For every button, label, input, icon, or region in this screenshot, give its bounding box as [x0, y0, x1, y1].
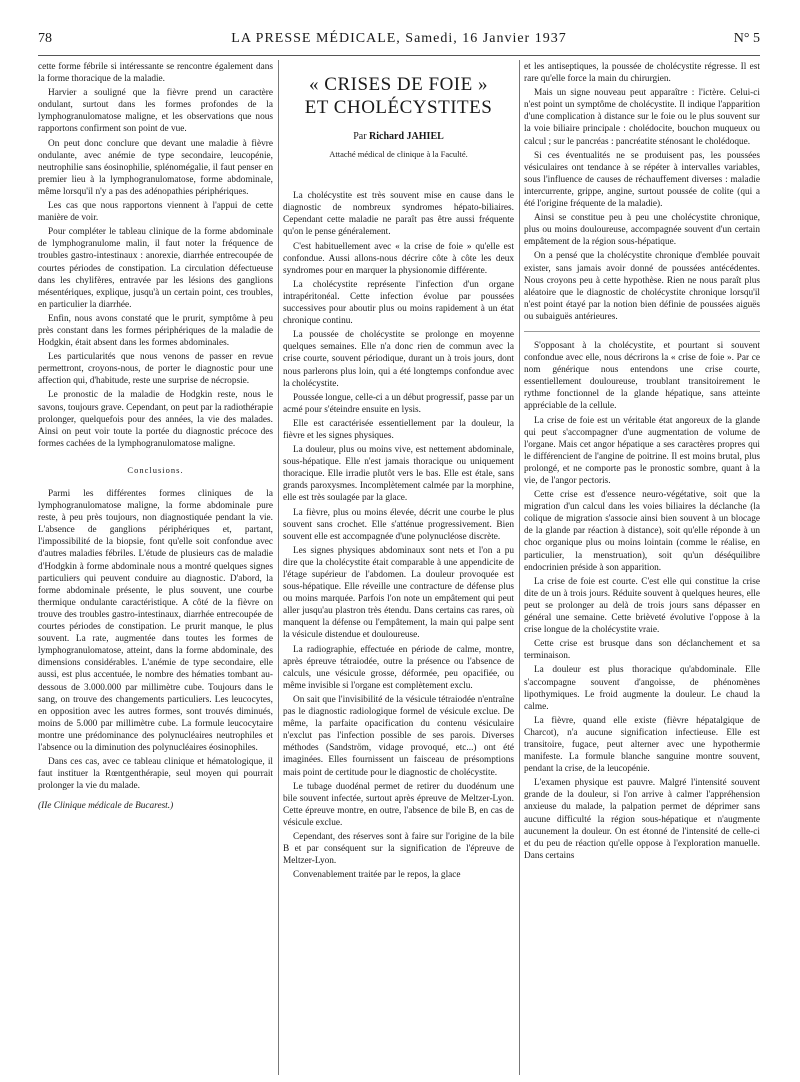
paragraph: Le pronostic de la maladie de Hodgkin reste, nous le savons, toujours grave. Cependant, on peut par la radiothérapie prolonger, quelquefois pour des années, la vie des malades. Ainsi on peut voir toute la portée du diagnostic précoce des formes cachées de la lymphogranulomatose maligne. [38, 390, 273, 449]
paragraph: S'opposant à la cholécystite, et pourtant si souvent confondue avec elle, nous décrirons la « crise de foie ». Par ce nom générique nous entendons une crise courte, essentiellement douloureuse, troublant transitoirement le rythme fonctionnel de la glande hépatique, sans atteinte appréciable de la cellule. [524, 340, 760, 412]
article-title [283, 73, 514, 119]
paragraph: Les particularités que nous venons de passer en revue permettront, croyons-nous, de porter le diagnostic pour une affection qui, d'habitude, reste une surprise de nécropsie. [38, 352, 273, 387]
paragraph: Cette crise est d'essence neuro-végétative, soit que la migration d'un calcul dans les voies biliaires la déclanche (la colique de migration s'associe ainsi bien souvent à un blocage de la glande par réaction à distance), soit qu'elle réponde à un choc organique plus ou moins lointain (comme le réalise, en particulier, la menstruation), soit qu'un déséquilibre endocrinien préside à son apparition. [524, 490, 760, 573]
paragraph: On sait que l'invisibilité de la vésicule tétraiodée n'entraîne pas le diagnostic radiologique formel de vésicule exclue. De même, la parfaite opacification du contenu vésiculaire n'exclut pas l'infection possible de ses parois. Diverses méthodes (Sandström, vidage provoqué, etc...) ont été imaginées. Elles fournissent un faisceau de présomptions mais point de certitude pour le diagnostic de cholécystite. [283, 694, 514, 778]
page-number: 78 [38, 31, 52, 46]
author-name: Richard JAHIEL [369, 131, 444, 142]
paragraph: On a pensé que la cholécystite chronique d'emblée pouvait exister, sans jamais avoir donné de poussées antécédentes. Nous croyons peu à cette hypothèse. Rien ne nous paraît plus aléatoire que le diagnostic de cholécystite chronique lorsqu'il n'est point étayé par la notion bien définie de poussées aiguës ou subaiguës antérieures. [524, 251, 760, 322]
journal-header: LA PRESSE MÉDICALE, Samedi, 16 Janvier 1937 [231, 31, 567, 46]
paragraph: La douleur, plus ou moins vive, est nettement abdominale, sous-hépatique. Elle n'est jamais thoracique ou uniquement thoracique. Elle irradie plutôt vers le bas. Elle est étale, sans grands paroxysmes. Incomplètement calmée par la morphine, elle est très soulagée par la glace. [283, 445, 514, 504]
byline [283, 131, 514, 143]
paragraph: La cholécystite est très souvent mise en cause dans le diagnostic de nombreux syndromes hépato-biliaires. Cependant cette maladie ne paraît pas être aussi fréquente qu'on le pense généralement. [283, 191, 514, 238]
section-heading-conclusions: Conclusions. [127, 464, 184, 475]
section-separator [524, 331, 760, 332]
paragraph: Pour compléter le tableau clinique de la forme abdominale de lymphogranulome malin, il faut noter la fréquence de troubles gastro-intestinaux : anorexie, diarrhée entrecoupée de courtes périodes de constipation. La circulation défectueuse dans les chylifères, entravée par les lésions des ganglions mésentériques, explique, jusqu'à un certain point, ces troubles, en particulier la diarrhée. [38, 227, 273, 310]
paragraph: La radiographie, effectuée en période de calme, montre, après épreuve tétraiodée, outre la présence ou l'absence de calculs, une vésicule grosse, déformée, peu opacifiée, ou même invisible si l'organe est complètement exclu. [283, 644, 514, 691]
paragraph: et les antiseptiques, la poussée de cholécystite régresse. Il est rare qu'elle force la main du chirurgien. [524, 62, 760, 85]
paragraph: On peut donc conclure que devant une maladie à fièvre ondulante, avec anémie de type secondaire, leucopénie, neutrophilie sans éosinophilie, splénomégalie, il faut penser en premier lieu à la lymphogranulomatose, forme abdominale, même lorsqu'il n'y a pas des adénopathies périphériques. [38, 138, 273, 197]
paragraph: Enfin, nous avons constaté que le prurit, symptôme à peu près constant dans les formes périphériques de la maladie de Hodgkin, était absent dans les formes abdominales. [38, 313, 273, 349]
paragraph: La crise de foie est un véritable état angoreux de la glande qui peut s'accompagner d'une augmentation de volume de l'organe. Mais cet angor hépatique a ses caractères propres qui le différencient de l'angine de poitrine. Il est moins brutal, plus prolongé, et ne comporte pas le pronostic sombre, quant à la vie, de l'angor pectoris. [524, 415, 760, 486]
column-divider-left [278, 60, 279, 1075]
paragraph: Cependant, des réserves sont à faire sur l'origine de la bile B et par conséquent sur la signification de l'épreuve de Meltzer-Lyon. [283, 831, 514, 867]
issue-number: N° 5 [733, 31, 760, 46]
source-note: (IIe Clinique médicale de Bucarest.) [38, 801, 174, 812]
byline-prefix: Par [353, 131, 367, 142]
author-affiliation: Attaché médical de clinique à la Faculté. [329, 149, 468, 160]
paragraph: Le tubage duodénal permet de retirer du duodénum une bile souvent infectée, surtout après épreuve de Meltzer-Lyon. Cette épreuve montre, en outre, l'absence de bile B, en cas de vésicule exclue. [283, 781, 514, 828]
paragraph: La douleur est plus thoracique qu'abdominale. Elle s'accompagne souvent d'angoisse, de phénomènes lipothymiques. Le froid augmente la douleur. Le chaud la calme. [524, 665, 760, 712]
article-title-line-2: ET CHOLÉCYSTITES [304, 97, 493, 118]
paragraph: Mais un signe nouveau peut apparaître : l'ictère. Celui-ci n'est point un symptôme de cholécystite. Il indique l'apparition d'une complication à distance sur le foie ou le plus souvent sur la voie biliaire principale : cholédocite, bouchon muqueux ou calcul ; sur le pancréas : pancréatite sténosant le cholédoque. [524, 88, 760, 147]
paragraph: La crise de foie est courte. C'est elle qui constitue la crise dite de un à trois jours. Réduite souvent à quelques heures, elle peut se prolonger au delà de trois jours sans dépasser en général une semaine. Cette brièveté évolutive l'oppose à la crise longue de la cholécystite vraie. [524, 576, 760, 636]
paragraph: C'est habituellement avec « la crise de foie » qu'elle est confondue. Aussi allons-nous décrire côte à côte les deux syndromes pour en marquer la physionomie différente. [283, 241, 514, 276]
article-title-line-1: « CRISES DE FOIE » [309, 74, 488, 95]
paragraph: Elle est caractérisée essentiellement par la douleur, la fièvre et les signes physiques. [283, 418, 514, 441]
paragraph: Poussée longue, celle-ci a un début progressif, passe par un acmé pour s'éteindre ensuite en lysis. [283, 392, 514, 415]
running-header [38, 28, 760, 52]
paragraph: Ainsi se constitue peu à peu une cholécystite chronique, plus ou moins douloureuse, accompagnée souvent d'un certain empâtement de la région sous-hépatique. [524, 213, 760, 248]
paragraph: La cholécystite représente l'infection d'un organe intrapéritonéal. Cette infection évolue par poussées successives pour aboutir plus ou moins rapidement à un état chronique continu. [283, 279, 514, 327]
paragraph: La fièvre, plus ou moins élevée, décrit une courbe le plus souvent sans crochet. Elle s'atténue progressivement. Bien souvent elle est accompagnée d'une polynucléose discrète. [283, 507, 514, 542]
column-left [38, 61, 273, 812]
paragraph: Cette crise est brusque dans son déclanchement et sa terminaison. [524, 639, 760, 662]
paragraph: Harvier a souligné que la fièvre prend un caractère ondulant, surtout dans les formes profondes de la lymphogranulomatose maligne, et les observations que nous rapportons confirment son point de vue. [38, 88, 273, 135]
paragraph: Parmi les différentes formes cliniques de la lymphogranulomatose maligne, la forme abdominale pure reste, à peu près toujours, non diagnostiquée pendant la vie. L'absence de ganglions périphériques et, partant, l'impossibilité de la biopsie, font qu'elle soit confondue avec d'autres maladies fébriles. L'étude de plusieurs cas de maladie d'Hodgkin à forme abdominale nous a montré quelques signes particuliers qui peuvent conduire au diagnostic. D'abord, la forme abdominale présente, le plus souvent, une courbe thermique ondulante caractéristique. A côté de la fièvre on trouve des troubles gastro-intestinaux, diarrhée entrecoupée de courtes périodes de constipation. Le prurit manque, le plus souvent. La rate, augmentée dans toutes les formes de lymphogranulomatose, atteint, dans la forme abdominale, des dimensions considérables. L'anémie de type secondaire, elle aussi, est plus accentuée, le nombre des hématies tombant au-dessous de 3.000.000 par millimètre cube. Toujours dans le sang, on trouve des changements particuliers. Les leucocytes, en opposition avec les autres formes, sont trouvés diminués, moins de 5.000 par millimètre cube. La formule leucocytaire montre une prédominance des polynucléaires neutrophiles et l'absence ou la diminution des polynucléaires éosinophiles. [38, 489, 273, 753]
paragraph: L'examen physique est pauvre. Malgré l'intensité souvent grande de la douleur, si l'on arrive à calmer l'appréhension anxieuse du malade, la palpation permet de déprimer sans aucune difficulté la région sous-hépatique et n'augmente aucunement la douleur. On est étonné de l'intensité de celle-ci et du peu de réaction qu'elle oppose à l'exploration manuelle. Dans certains [524, 778, 760, 861]
paragraph: La poussée de cholécystite se prolonge en moyenne quelques semaines. Elle n'a donc rien de commun avec la crise courte, souvent périodique, durant un à trois jours, dont nous parlerons plus loin, qui a été longtemps confondue avec la cholécystite. [283, 330, 514, 389]
column-divider-right [519, 60, 520, 1075]
paragraph: cette forme fébrile si intéressante se rencontre également dans la forme thoracique de la maladie. [38, 62, 273, 85]
column-middle [283, 61, 514, 883]
paragraph: La fièvre, quand elle existe (fièvre hépatalgique de Charcot), n'a aucune signification infectieuse. Elle est transitoire, fugace, peut alterner avec une hypothermie manifeste. La formule blanche sanguine montre souvent, pendant la crise, de la leucopénie. [524, 715, 760, 775]
paragraph: Les signes physiques abdominaux sont nets et l'on a pu dire que la cholécystite était comparable à une appendicite de l'étage supérieur de l'abdomen. La douleur provoquée est sous-hépatique. Elle réveille une contracture de défense plus ou moins marquée. Parfois l'on note un empâtement qui peut aller jusqu'au plastron très étendu. Dans certains cas rares, où manquent la défense ou l'empâtement, la main qui palpe sent la vésicule distendue et douloureuse. [283, 545, 514, 641]
header-rule [38, 55, 760, 56]
column-right [524, 61, 760, 864]
paragraph: Les cas que nous rapportons viennent à l'appui de cette manière de voir. [38, 201, 273, 224]
paragraph: Si ces éventualités ne se produisent pas, les poussées vésiculaires ont tendance à se répéter à intervalles variables, sous l'influence de causes de réchauffement diverses : maladie intercurrente, grippe, angine, surtout poussée de colite (qui a été l'origine fréquente de la maladie). [524, 150, 760, 210]
paragraph: Convenablement traitée par le repos, la glace [293, 870, 461, 881]
paragraph: Dans ces cas, avec ce tableau clinique et hématologique, il faut instituer la Rœntgenthérapie, seul moyen qui pourrait prolonger la vie du malade. [38, 757, 273, 792]
